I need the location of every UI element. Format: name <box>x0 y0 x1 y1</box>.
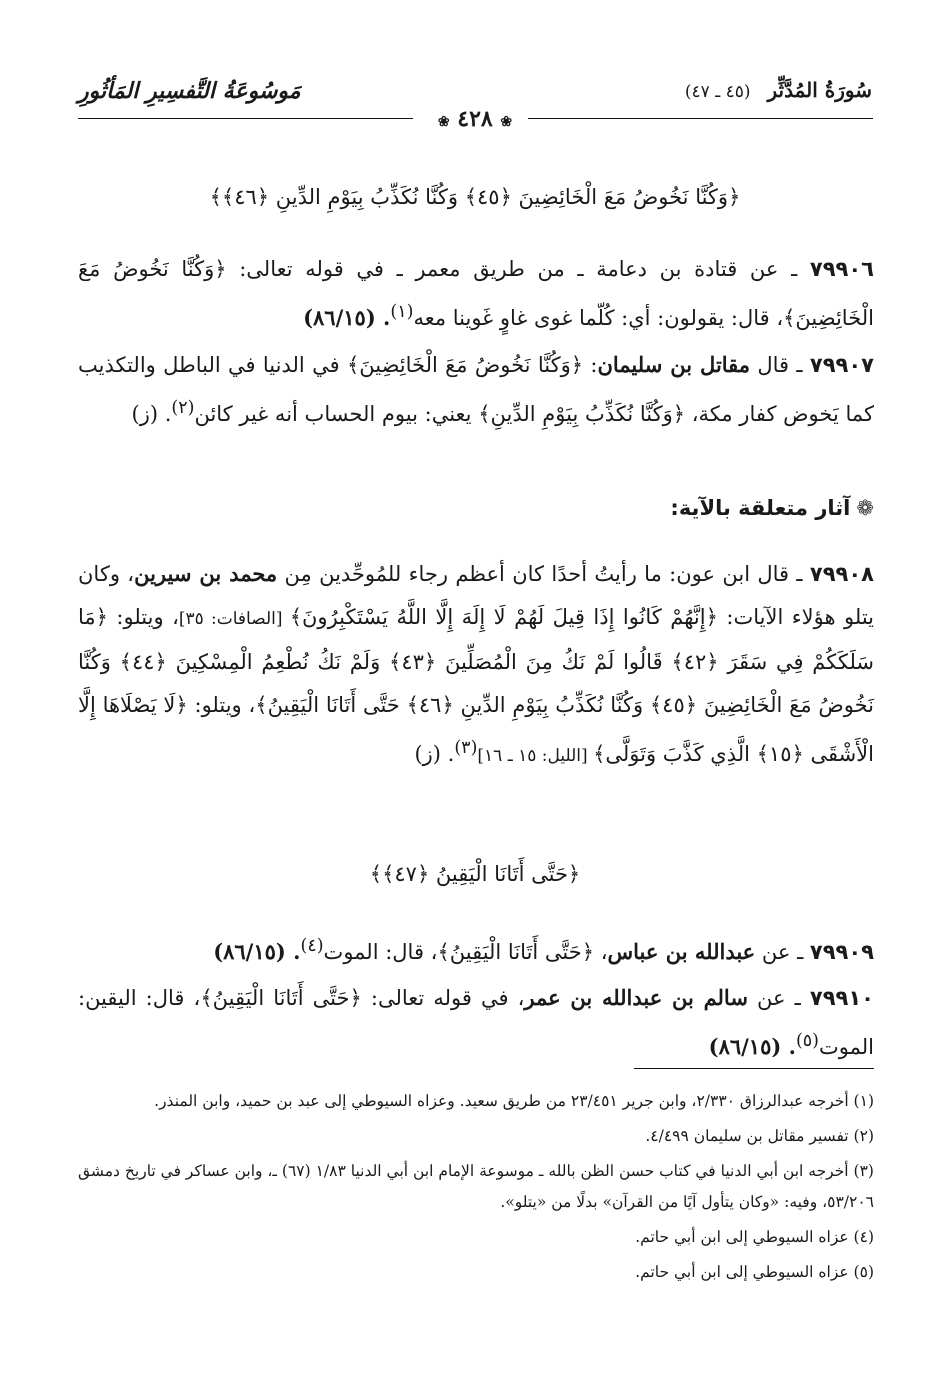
verse-quote: ﴿وَكُنَّا نَخُوضُ مَعَ الْخَائِضِينَ﴾ <box>78 257 874 330</box>
footnote-5: (٥) عزاه السيوطي إلى ابن أبي حاتم. <box>635 1263 874 1281</box>
section-heading-label: آثار متعلقة بالآية: <box>670 496 851 520</box>
verse-quote: ﴿إِنَّهُمْ كَانُوا إِذَا قِيلَ لَهُمْ لَا إِلَهَ إِلَّا اللَّهُ يَسْتَكْبِرُونَ﴾ <box>289 605 718 629</box>
entry-text: ، <box>594 940 608 964</box>
footnotes <box>78 1086 874 1292</box>
surah-header <box>685 78 872 102</box>
section-heading <box>670 496 874 520</box>
flower-icon: ❁ <box>856 496 874 520</box>
entry-text: ، ويتلو: <box>187 693 256 717</box>
entry-number: ٧٩٩٠٨ <box>809 562 874 586</box>
entry-text: ـ قال <box>750 353 810 377</box>
entry-text: ، قال: اليقين: الموت <box>78 986 874 1059</box>
quran-verse-heading: ﴿حَتَّى أَتَانَا الْيَقِينُ ﴿٤٧﴾﴾ <box>369 862 581 886</box>
narration-entry <box>78 343 874 436</box>
footnote-1: (١) أخرجه عبدالرزاق ٢/٣٣٠، وابن جرير ٢٣/٤٥١ من طريق سعيد. وعزاه السيوطي إلى عبد بن حميد، وابن المنذر. <box>154 1092 874 1110</box>
source-reference: . (ز) <box>131 402 172 426</box>
entry-text: في الدنيا في الباطل والتكذيب كما يَخوض كفار مكة، <box>78 353 874 426</box>
page-number-block <box>430 106 520 132</box>
ayah-range: (٤٥ ـ ٤٧) <box>684 82 751 102</box>
verse-reference: [الصافات: ٣٥] <box>178 609 290 629</box>
entry-number: ٧٩٩٠٦ <box>809 257 874 281</box>
source-reference: . (٨٦/١٥) <box>213 939 301 964</box>
source-reference: . (٨٦/١٥) <box>708 1034 796 1059</box>
footnote-4: (٤) عزاه السيوطي إلى ابن أبي حاتم. <box>635 1228 874 1246</box>
quran-verse-heading: ﴿وَكُنَّا نَخُوضُ مَعَ الْخَائِضِينَ ﴿٤٥﴾ وَكُنَّا نُكَذِّبُ بِيَوْمِ الدِّينِ ﴿٤٦﴾﴾ <box>209 185 741 209</box>
entry-text: ـ قال ابن عون: ما رأيتُ أحدًا كان أعظم رجاء للمُوحِّدين مِن <box>277 562 810 586</box>
ornament-icon: ❀ <box>437 114 450 130</box>
entry-text: ـ عن <box>755 940 810 964</box>
narration-entry <box>78 248 874 340</box>
footnote-marker[interactable]: (٥) <box>795 1031 819 1051</box>
verse-quote: ﴿وَكُنَّا نُكَذِّبُ بِيَوْمِ الدِّينِ﴾ <box>478 402 686 426</box>
ornament-icon: ❀ <box>500 114 513 130</box>
footnote-2: (٢) تفسير مقاتل بن سليمان ٤/٤٩٩. <box>645 1127 874 1145</box>
footnote-divider <box>634 1068 874 1069</box>
verse-quote: ﴿وَكُنَّا نَخُوضُ مَعَ الْخَائِضِينَ﴾ <box>346 353 584 377</box>
entry-text: ـ عن قتادة بن دعامة ـ من طريق معمر ـ في قوله تعالى: <box>226 257 810 281</box>
surah-title: سُورَةُ المُدَّثِّر <box>767 78 872 102</box>
verse-quote: ﴿لَا يَصْلَاهَا إِلَّا الْأَشْقَى ﴿١٥﴾ الَّذِي كَذَّبَ وَتَوَلَّى﴾ <box>78 693 874 766</box>
entry-number: ٧٩٩٠٧ <box>809 353 874 377</box>
header-divider-left <box>78 118 413 119</box>
entry-text: : <box>583 353 598 377</box>
source-reference: . (٨٦/١٥) <box>303 305 391 330</box>
footnote-marker[interactable]: (٢) <box>171 398 195 418</box>
footnote-marker[interactable]: (١) <box>390 302 414 322</box>
entry-text: ، في قوله تعالى: <box>361 986 525 1010</box>
verse-quote: ﴿مَا سَلَكَكُمْ فِي سَقَرَ ﴿٤٢﴾ قَالُوا لَمْ نَكُ مِنَ الْمُصَلِّينَ ﴿٤٣﴾ وَلَمْ نَكُ نُطْعِمُ الْمِسْكِينَ ﴿٤٤﴾ وَكُنَّا نَخُوضُ مَعَ الْخَائِضِينَ ﴿٤٥﴾ وَكُنَّا نُكَذِّبُ بِيَوْمِ الدِّينِ ﴿٤٦﴾ حَتَّى أَتَانَا الْيَقِينُ﴾ <box>78 605 875 717</box>
footnote-marker[interactable]: (٤) <box>300 936 324 956</box>
verse-reference: [الليل: ١٥ ـ ١٦] <box>477 746 594 766</box>
entry-number: ٧٩٩٠٩ <box>809 940 874 964</box>
entry-text: ، قال: الموت <box>323 940 438 964</box>
entry-text: ، قال: يقولون: أي: كُلّما غوى غاوٍ غَوينا معه <box>413 306 784 330</box>
narrator-name: محمد بن سيرين <box>134 561 278 586</box>
book-title: مَوسُوعَةُ التَّفسِيرِ المَأثُورِ <box>78 78 301 104</box>
source-reference: . (ز) <box>414 742 455 766</box>
narrator-name: مقاتل بن سليمان <box>597 352 751 377</box>
entry-text: ، ويتلو: <box>107 605 179 629</box>
narrator-name: عبدالله بن عباس <box>607 939 756 964</box>
entry-text: يعني: بيوم الحساب أنه غير كائن <box>194 402 479 426</box>
footnote-marker[interactable]: (٣) <box>454 738 478 758</box>
entry-number: ٧٩٩١٠ <box>809 986 874 1010</box>
verse-quote: ﴿حَتَّى أَتَانَا الْيَقِينُ﴾ <box>437 940 595 964</box>
narration-entry <box>78 925 874 974</box>
header-divider-right <box>528 118 873 119</box>
footnote-3: (٣) أخرجه ابن أبي الدنيا في كتاب حسن الظن بالله ـ موسوعة الإمام ابن أبي الدنيا ١/٨٣ (٦٧) ـ، وابن عساكر في تاريخ دمشق ٥٣/٢٠٦، وفيه: «وكان يتأول آيًا من القرآن» بدلًا من «يتلو». <box>78 1162 874 1211</box>
page-number: ٤٢٨ <box>457 106 493 132</box>
entry-text: ، وكان يتلو هؤلاء الآيات: <box>78 562 874 629</box>
verse-quote: ﴿حَتَّى أَتَانَا الْيَقِينُ﴾ <box>200 986 362 1010</box>
entry-text: ـ عن <box>747 986 810 1010</box>
narrator-name: سالم بن عبدالله بن عمر <box>524 985 748 1010</box>
narration-entry <box>78 552 874 778</box>
narration-entry <box>78 976 874 1069</box>
